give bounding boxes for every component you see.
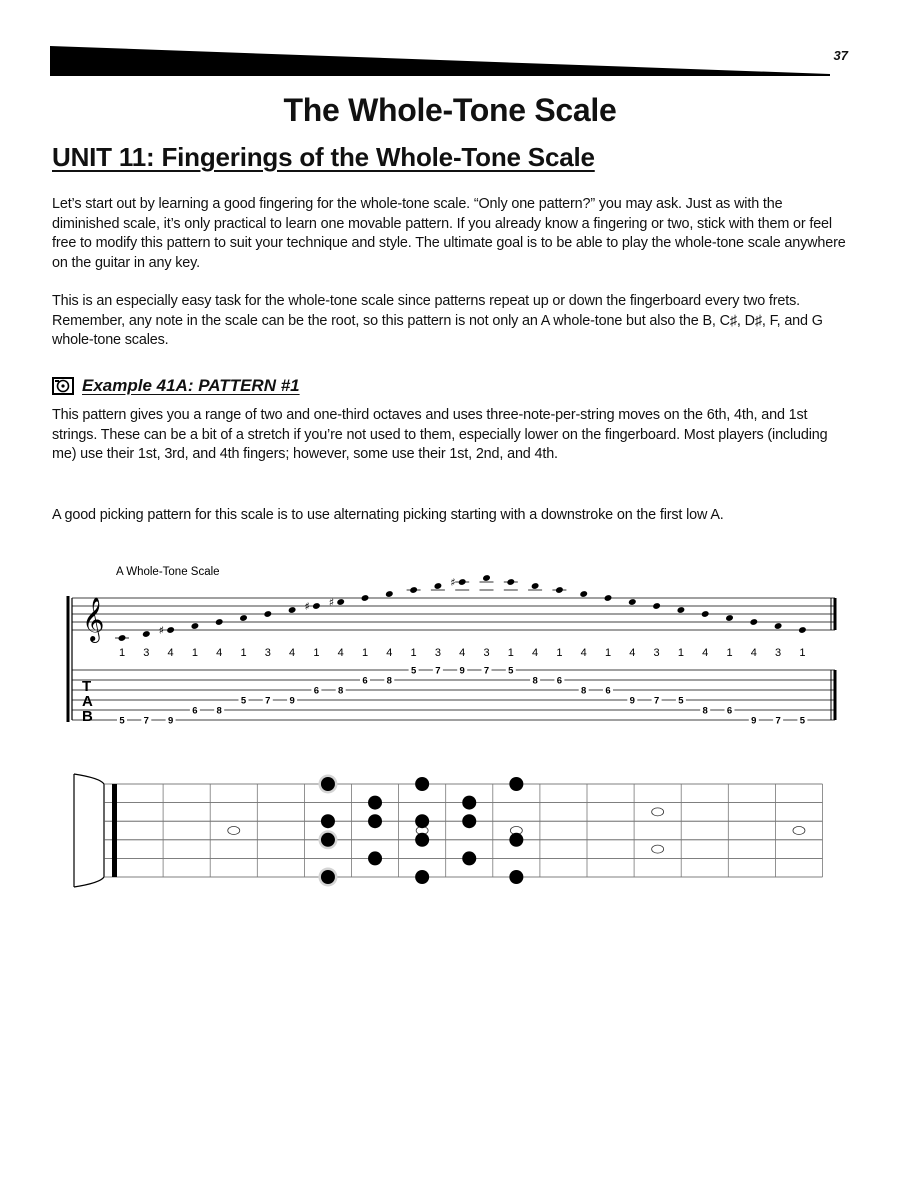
fingering-number: 4 (580, 647, 587, 659)
nut (112, 784, 117, 877)
root-note-dot (321, 870, 335, 884)
fingering-number: 1 (361, 647, 369, 659)
headstock-outline (74, 774, 104, 887)
note-head (336, 598, 345, 606)
fingering-number: 1 (677, 647, 684, 659)
fretboard-grid (74, 774, 823, 887)
tab-fret-number: 6 (726, 705, 733, 717)
note-head (531, 582, 540, 590)
fingering-number: 1 (799, 647, 806, 659)
note-head (798, 626, 807, 634)
scale-note-dot (509, 833, 523, 847)
fingering-number: 4 (532, 647, 539, 659)
fingering-number: 1 (507, 647, 514, 659)
tab-fret-number: 8 (386, 675, 392, 687)
scale-note-dot (462, 796, 476, 810)
note-head (215, 618, 224, 626)
notation-and-tab (60, 560, 850, 740)
tab-letter-t: T (82, 678, 92, 695)
scale-note-dot (415, 814, 429, 828)
tab-fret-number: 8 (581, 685, 587, 697)
tab-fret-number: 8 (702, 705, 708, 717)
note-head (725, 614, 734, 622)
fingering-number: 4 (337, 647, 344, 659)
fingering-number: 1 (410, 647, 417, 659)
note-head (239, 614, 248, 622)
fingering-number: 4 (629, 647, 636, 659)
fingering-number: 1 (313, 647, 320, 659)
tab-letter-a: A (82, 693, 93, 710)
note-head (142, 630, 151, 638)
sharp-icon: ♯ (158, 624, 164, 637)
staff-lines (68, 596, 835, 722)
fingering-numbers (119, 647, 806, 659)
tab-fret-number: 6 (556, 675, 563, 687)
tab-fret-number: 6 (192, 705, 198, 717)
fingering-number: 3 (264, 647, 271, 659)
tab-fret-number: 9 (167, 715, 174, 727)
fingering-number: 4 (459, 647, 466, 659)
tab-fret-number: 9 (459, 665, 465, 677)
sharp-icon: ♯ (304, 600, 310, 613)
page-title: The Whole-Tone Scale (283, 92, 617, 128)
scale-note-dot (368, 814, 382, 828)
fingering-number: 4 (289, 647, 296, 659)
staff-notes (115, 574, 807, 642)
tab-fret-number: 5 (678, 695, 684, 707)
tab-fret-number: 9 (289, 695, 295, 707)
sharp-icon: ♯ (450, 576, 456, 589)
sharp-icon: ♯ (328, 596, 335, 609)
fretboard-diagram (60, 770, 840, 900)
note-head (701, 610, 710, 618)
tab-fret-number: 8 (532, 675, 538, 687)
note-head (506, 578, 515, 586)
fingering-number: 1 (191, 647, 198, 659)
tab-letter-b: B (82, 708, 93, 725)
note-head (385, 590, 394, 598)
fingering-number: 4 (702, 647, 709, 659)
fingering-number: 3 (653, 647, 660, 659)
inlay-marker (652, 808, 664, 816)
tab-fret-number: 6 (362, 675, 368, 687)
header-wedge-bar (50, 46, 830, 76)
cd-track-icon (52, 377, 74, 395)
fingering-number: 4 (167, 647, 174, 659)
inlay-marker (652, 845, 664, 853)
page-number: 37 (833, 48, 848, 63)
tab-fret-number: 7 (775, 715, 781, 727)
treble-clef-icon: 𝄞 (82, 597, 105, 641)
scale-note-dot (368, 851, 382, 865)
picking-paragraph: A good picking pattern for this scale is to use alternating picking starting with a downstroke on the first low A. (52, 507, 724, 523)
scale-note-dot (415, 833, 429, 847)
scale-note-dot (321, 814, 335, 828)
tab-fret-numbers (117, 666, 807, 727)
fingering-number: 4 (750, 647, 757, 659)
tab-fret-number: 7 (265, 695, 271, 707)
pattern-repeat-paragraph: This is an especially easy task for the whole-tone scale since patterns repeat up or down the fingerboard every two frets. Remember, any note in the scale can be the root, so this pattern is not only an A whole-tone but also the B, C♯, D♯, F, and G whole-tone scales. (52, 293, 823, 348)
intro-paragraph: Let’s start out by learning a good fingering for the whole-tone scale. “Only one pattern?” you may ask. Just as with the diminished scale, it’s only practical to learn one movable pattern. If you already know a fingering or two, stick with them or feel free to modify this pattern to suit your technique and style. The ultimate goal is to be able to play the whole-tone scale anywhere on the guitar in any key. (52, 196, 846, 271)
root-note-dot (321, 777, 335, 791)
unit-heading: UNIT 11: Fingerings of the Whole-Tone Scale (52, 142, 595, 172)
tab-fret-number: 7 (653, 695, 660, 707)
fingering-number: 1 (726, 647, 733, 659)
note-head (458, 578, 467, 586)
scale-note-dot (509, 870, 523, 884)
notation-caption: A Whole-Tone Scale (116, 566, 220, 578)
fingering-number: 3 (483, 647, 490, 659)
note-head (604, 594, 613, 602)
inlay-marker (793, 827, 805, 835)
scale-note-dot (462, 851, 476, 865)
fingering-number: 3 (775, 647, 782, 659)
tab-fret-number: 8 (216, 705, 222, 717)
tab-fret-number: 5 (240, 695, 247, 707)
tab-fret-number: 5 (410, 665, 417, 677)
note-head (118, 634, 127, 642)
root-note-dot (321, 833, 335, 847)
scale-note-dot (415, 777, 429, 791)
tab-fret-number: 5 (119, 715, 125, 727)
scale-note-dot (509, 777, 523, 791)
scale-note-dot (415, 870, 429, 884)
note-head (409, 586, 418, 594)
scale-note-dot (368, 796, 382, 810)
tab-fret-number: 9 (629, 695, 635, 707)
note-head (482, 574, 491, 582)
note-head (677, 606, 686, 614)
note-head (434, 582, 443, 590)
fingering-number: 3 (143, 647, 150, 659)
note-head (312, 602, 321, 610)
note-head (774, 622, 783, 630)
note-head (361, 594, 370, 602)
note-head (652, 602, 661, 610)
tab-fret-number: 8 (338, 685, 344, 697)
tab-fret-number: 7 (483, 665, 490, 677)
note-head (288, 606, 297, 614)
fingering-number: 1 (240, 647, 247, 659)
tab-fret-number: 5 (508, 665, 514, 677)
note-head (628, 598, 637, 606)
fingering-number: 1 (556, 647, 563, 659)
tab-fret-number: 6 (313, 685, 320, 697)
tab-lines (72, 670, 835, 720)
tab-fret-number: 7 (143, 715, 149, 727)
tab-fret-number: 7 (435, 665, 441, 677)
note-head (263, 610, 272, 618)
note-head (579, 590, 588, 598)
inlay-marker (228, 827, 240, 835)
fingering-number: 3 (434, 647, 441, 659)
fingering-number: 4 (386, 647, 393, 659)
tab-fret-number: 6 (605, 685, 611, 697)
note-head (749, 618, 758, 626)
note-head (555, 586, 564, 594)
note-head (166, 626, 175, 634)
tab-fret-number: 5 (799, 715, 806, 727)
tab-fret-number: 9 (751, 715, 757, 727)
example-label: Example 41A: PATTERN #1 (82, 376, 300, 395)
scale-note-dot (462, 814, 476, 828)
example-heading (52, 376, 300, 396)
pattern-description-paragraph: This pattern gives you a range of two and one-third octaves and uses three-note-per-string moves on the 6th, 4th, and 1st strings. These can be a bit of a stretch if you’re not used to them, especially lower on the fingerboard. Most players (including me) use their 1st, 3rd, and 4th fingers; however, some use their 1st, 2nd, and 4th. (52, 407, 828, 462)
fingering-number: 4 (216, 647, 223, 659)
note-head (191, 622, 200, 630)
fingering-number: 1 (604, 647, 612, 659)
fingering-number: 1 (118, 647, 126, 659)
